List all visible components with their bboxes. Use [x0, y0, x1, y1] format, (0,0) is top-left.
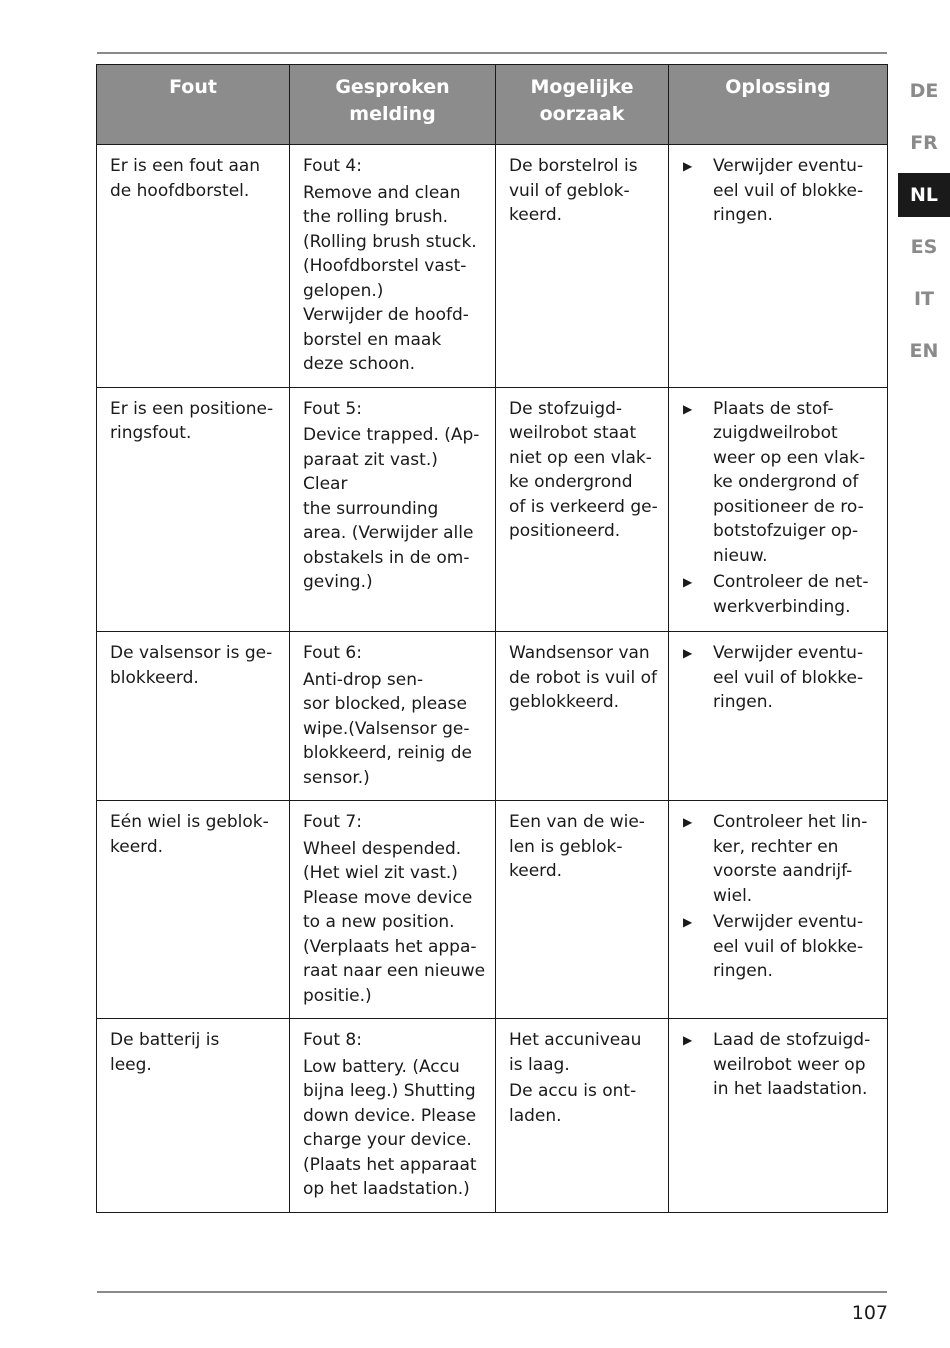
fout-text: De valsensor is ge- blokkeerd.	[110, 643, 273, 688]
header-oplossing: Oplossing	[669, 65, 888, 145]
triangle-bullet-icon: ▶	[683, 915, 693, 929]
cell-fout	[97, 801, 290, 1019]
melding-text: Fout 6:	[303, 643, 362, 663]
fout-text: Er is een positione- ringsfout.	[110, 398, 274, 443]
language-tab-fr[interactable]: FR	[910, 132, 938, 154]
cell-oorzaak	[496, 801, 669, 1019]
triangle-bullet-icon: ▶	[683, 575, 693, 589]
cell-fout	[97, 387, 290, 632]
table-row	[97, 1019, 888, 1213]
cell-oplossing	[669, 1019, 888, 1213]
solution-text: Verwijder eventu- eel vuil of blokke- ringen.	[713, 912, 864, 981]
oorzaak-text: De accu is ont- laden.	[509, 1081, 637, 1126]
list-item	[681, 154, 879, 228]
table-row	[97, 801, 888, 1019]
fout-text: Eén wiel is geblok- keerd.	[110, 812, 269, 857]
header-mogelijke-oorzaak: Mogelijke oorzaak	[496, 65, 669, 145]
cell-melding	[290, 632, 496, 801]
melding-text: Fout 8:	[303, 1030, 362, 1050]
solution-text: Controleer de net- werkverbinding.	[713, 572, 869, 617]
solution-list	[681, 154, 879, 228]
error-table	[96, 64, 888, 1213]
triangle-bullet-icon: ▶	[683, 646, 693, 660]
cell-oplossing	[669, 801, 888, 1019]
oorzaak-text: De borstelrol is vuil of geblok- keerd.	[509, 156, 638, 225]
header-gesproken-melding: Gesproken melding	[290, 65, 496, 145]
solution-text: Verwijder eventu- eel vuil of blokke- ringen.	[713, 643, 864, 712]
solution-text: Laad de stofzuigd- weilrobot weer op in het laadstation.	[713, 1030, 871, 1099]
cell-oorzaak	[496, 387, 669, 632]
cell-fout	[97, 145, 290, 388]
triangle-bullet-icon: ▶	[683, 1033, 693, 1047]
bottom-rule	[97, 1291, 887, 1293]
table-header-row	[97, 65, 888, 145]
triangle-bullet-icon: ▶	[683, 159, 693, 173]
table-row	[97, 145, 888, 388]
fout-text: Er is een fout aan de hoofdborstel.	[110, 156, 261, 201]
language-tab-en[interactable]: EN	[909, 340, 939, 362]
melding-text: Fout 5:	[303, 398, 362, 419]
list-item	[681, 397, 879, 569]
cell-oorzaak	[496, 145, 669, 388]
table-row	[97, 387, 888, 632]
cell-melding	[290, 1019, 496, 1213]
language-tab-it[interactable]: IT	[913, 288, 935, 310]
oorzaak-text: Het accuniveau is laag.	[509, 1030, 642, 1075]
melding-text: Wheel despended. (Het wiel zit vast.) Please move device to a new position. (Verplaats het appa- raat naar een nieuwe positie.)	[303, 838, 486, 1006]
solution-text: Controleer het lin- ker, rechter en voorste aandrijf- wiel.	[713, 812, 868, 906]
solution-text: Verwijder eventu- eel vuil of blokke- ringen.	[713, 156, 864, 225]
list-item	[681, 810, 879, 908]
language-tab-de[interactable]: DE	[909, 80, 939, 102]
melding-text: Low battery. (Accu bijna leeg.) Shutting down device. Please charge your device. (Plaats het apparaat op het laadstation.)	[303, 1056, 477, 1199]
melding-text: Device trapped. (Ap- paraat zit vast.) Clear the surrounding area. (Verwijder alle obstakels in de om- geving.)	[303, 425, 480, 592]
cell-melding	[290, 801, 496, 1019]
oorzaak-text: Wandsensor van de robot is vuil of geblokkeerd.	[509, 643, 657, 712]
solution-list	[681, 1028, 879, 1102]
language-tab-es[interactable]: ES	[910, 236, 938, 258]
cell-oorzaak	[496, 1019, 669, 1213]
language-tab-nl[interactable]: NL	[898, 173, 950, 217]
header-fout: Fout	[97, 65, 290, 145]
list-item	[681, 910, 879, 984]
oorzaak-text: Een van de wie- len is geblok- keerd.	[509, 812, 645, 881]
triangle-bullet-icon: ▶	[683, 815, 693, 829]
melding-text: Anti-drop sen- sor blocked, please wipe.(Valsensor ge- blokkeerd, reinig de sensor.)	[303, 669, 472, 788]
triangle-bullet-icon: ▶	[683, 401, 693, 416]
melding-text: Fout 4:	[303, 156, 362, 176]
cell-fout	[97, 1019, 290, 1213]
cell-oorzaak	[496, 632, 669, 801]
oorzaak-text: De stofzuigd- weilrobot staat niet op een vlak- ke ondergrond of is verkeerd ge- positioneerd.	[509, 398, 658, 541]
cell-oplossing	[669, 387, 888, 632]
list-item	[681, 641, 879, 715]
list-item	[681, 1028, 879, 1102]
top-rule	[97, 52, 887, 54]
solution-text: Plaats de stof- zuigdweilrobot weer op een vlak- ke ondergrond of positioneer de ro- botstofzuiger op- nieuw.	[713, 398, 866, 566]
cell-oplossing	[669, 145, 888, 388]
cell-melding	[290, 145, 496, 388]
melding-text: Remove and clean the rolling brush. (Rolling brush stuck. (Hoofdborstel vast- gelopen.) Verwijder de hoofd- borstel en maak deze schoon.	[303, 182, 477, 374]
list-item	[681, 570, 879, 619]
cell-oplossing	[669, 632, 888, 801]
solution-list	[681, 397, 879, 620]
melding-text: Fout 7:	[303, 812, 362, 832]
table-row	[97, 632, 888, 801]
page-number: 107	[851, 1302, 888, 1324]
solution-list	[681, 810, 879, 984]
fout-text: De batterij is leeg.	[110, 1030, 220, 1075]
solution-list	[681, 641, 879, 715]
cell-fout	[97, 632, 290, 801]
cell-melding	[290, 387, 496, 632]
